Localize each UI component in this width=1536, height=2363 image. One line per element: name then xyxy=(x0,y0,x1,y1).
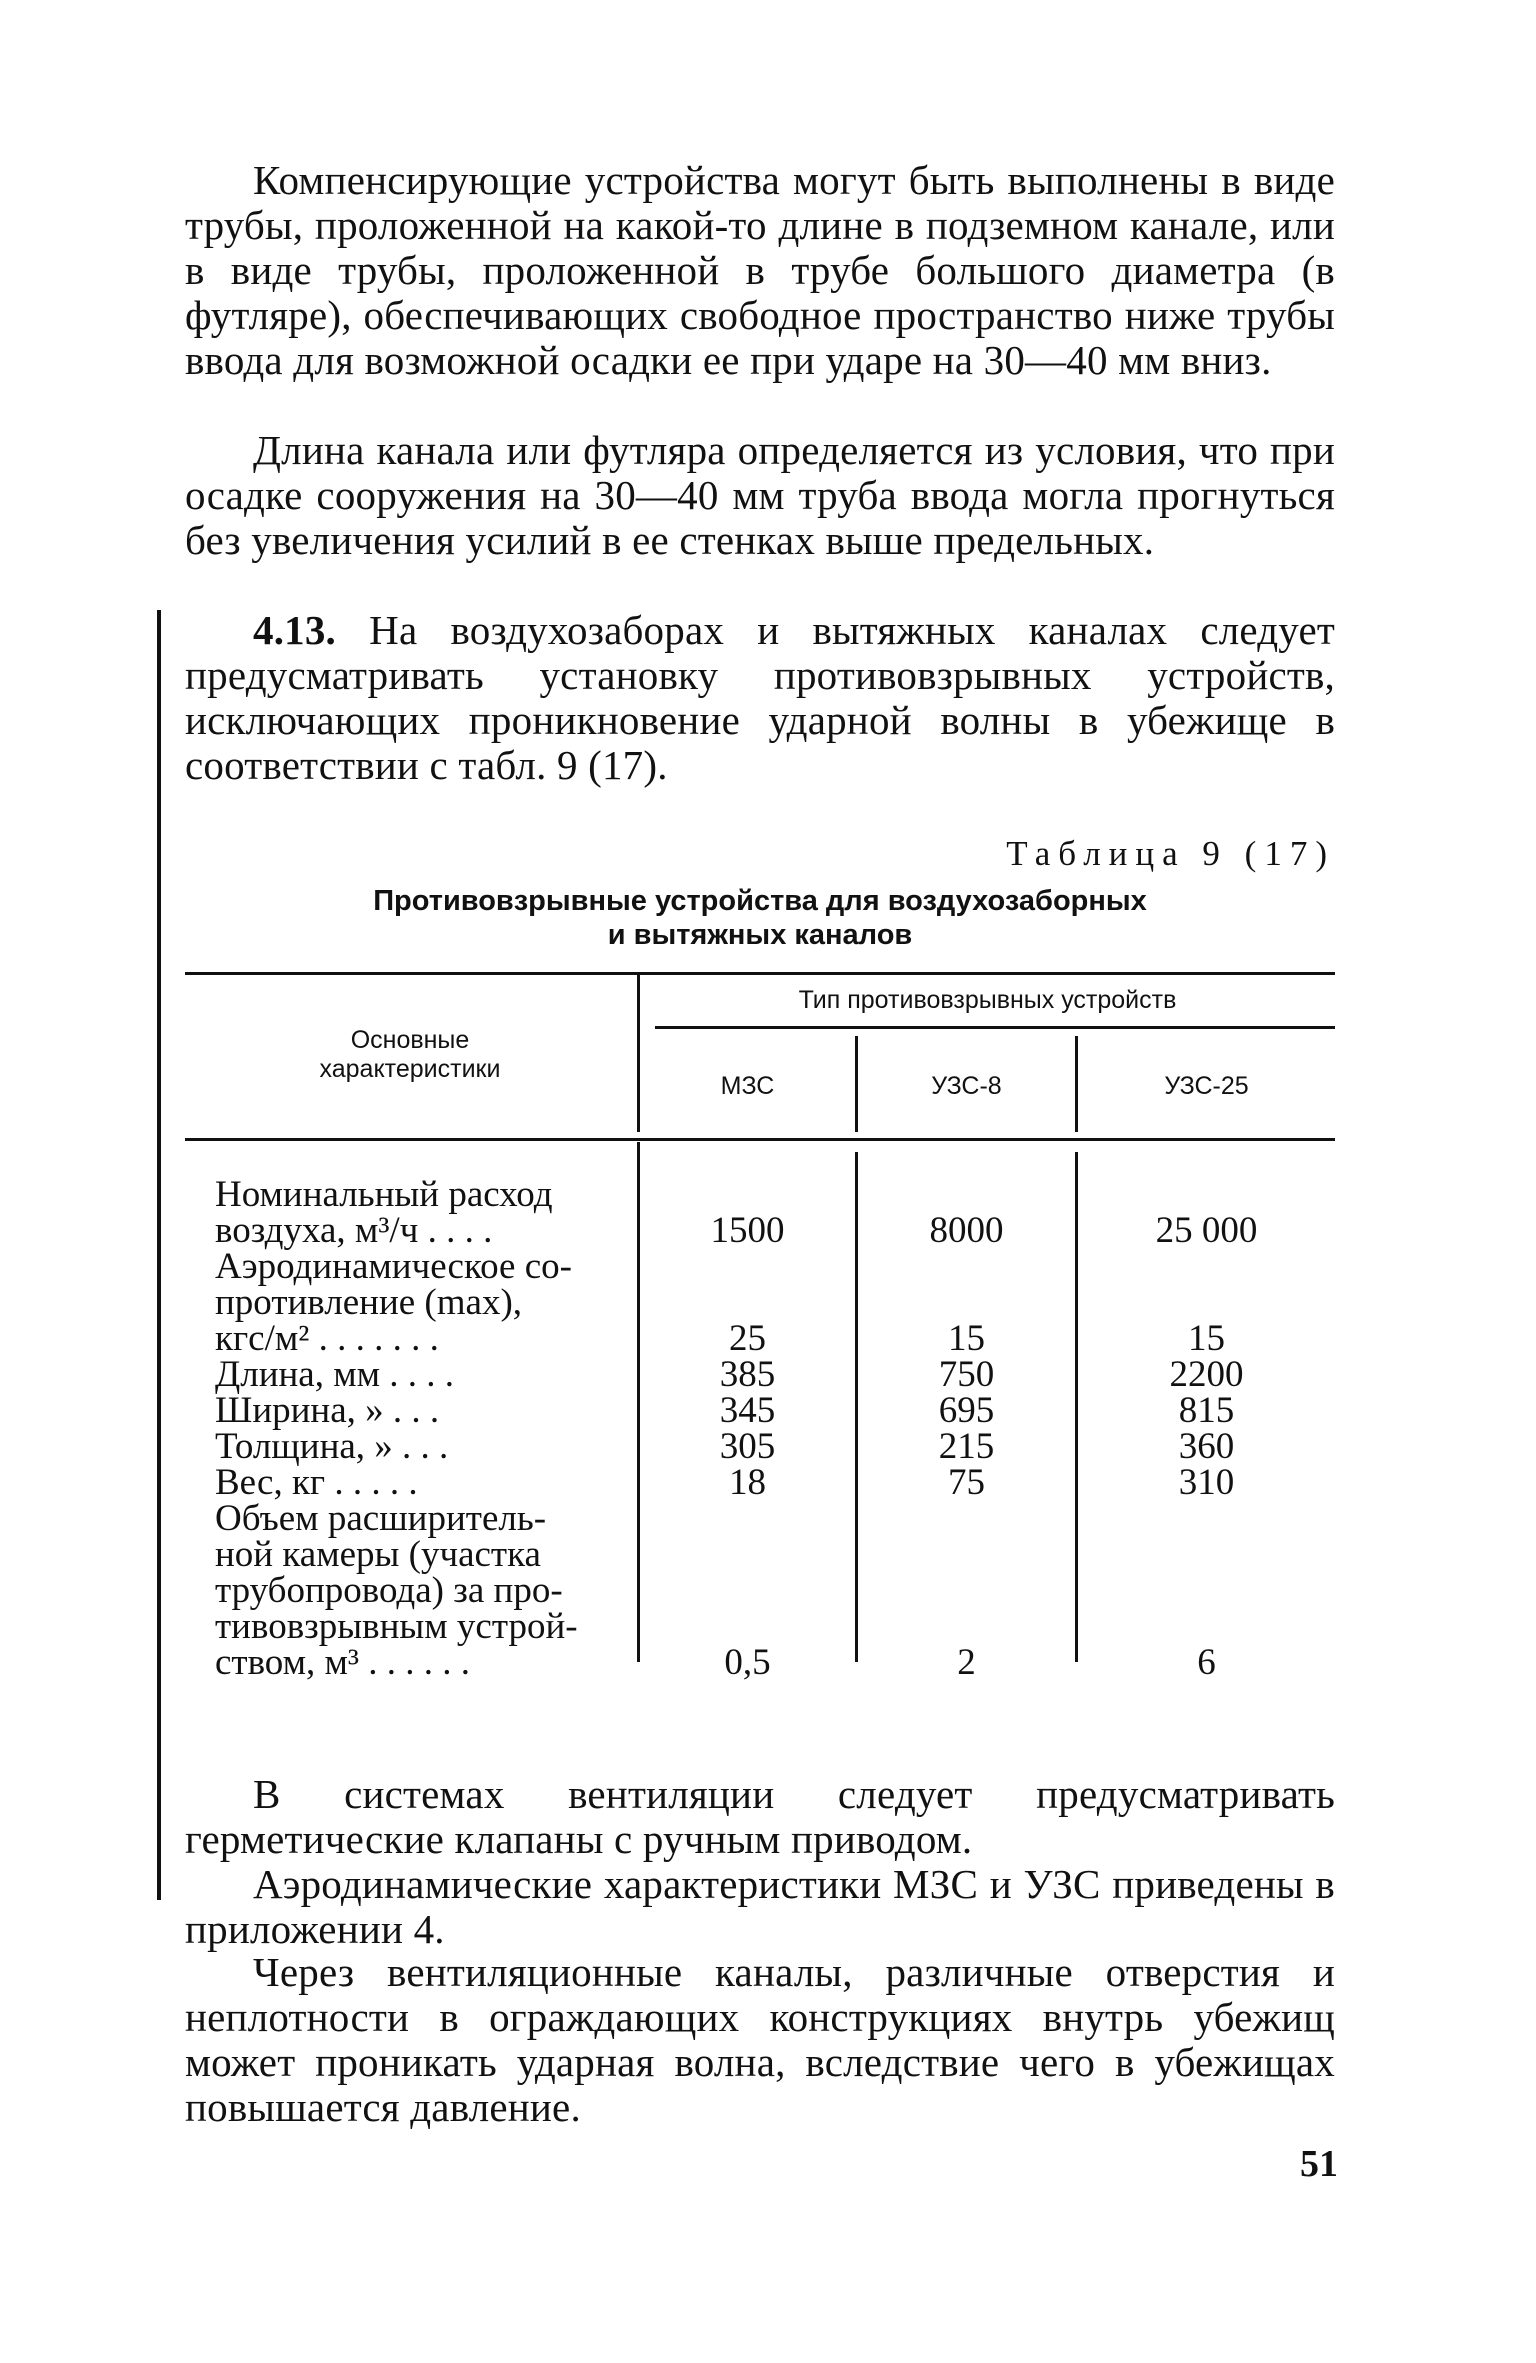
header-uzs-8: УЗС-8 xyxy=(931,1072,1002,1100)
label-line: Номинальный расход xyxy=(215,1174,553,1215)
label-line: воздуха, м³/ч . . . . xyxy=(215,1210,493,1251)
table-cell-flow-uzs-25: 25 000 xyxy=(1155,1210,1258,1251)
table-title-line-1: Противовзрывные устройства для воздухозаборных xyxy=(373,885,1147,917)
table-cell-resistance-uzs-8: 15 xyxy=(948,1318,985,1359)
header-bottom-rule xyxy=(185,1138,1335,1141)
table-top-rule xyxy=(185,972,1335,975)
label-line: тивовзрывным устрой- xyxy=(215,1606,578,1647)
characteristics-table xyxy=(185,972,1335,1687)
page-number: 51 xyxy=(1300,2143,1338,2185)
paragraph-shock-wave: Через вентиляционные каналы, различные отверстия и неплотности в ограждающих конструкциях внутрь убежищ может проникать ударная волна, вследствие чего в убежищах повышается давление. xyxy=(185,1949,1335,2130)
table-cell-chamber-mzs: 0,5 xyxy=(724,1642,771,1683)
header-device-types: Тип противовзрывных устройств xyxy=(798,986,1177,1014)
table-cell-length-uzs-25: 2200 xyxy=(1169,1354,1244,1395)
table-row-label-width: Ширина, » . . . xyxy=(215,1390,440,1431)
table-cell-resistance-uzs-25: 15 xyxy=(1188,1318,1225,1359)
paragraph-4-13 xyxy=(185,608,1335,788)
table-cell-chamber-uzs-25: 6 xyxy=(1197,1642,1216,1683)
margin-change-bar xyxy=(157,610,161,1900)
clause-number: 4.13. xyxy=(253,607,336,653)
table-cell-flow-mzs: 1500 xyxy=(710,1210,785,1251)
table-cell-width-mzs: 345 xyxy=(719,1390,776,1431)
table-row-label-thickness: Толщина, » . . . xyxy=(215,1426,449,1467)
table-cell-flow-uzs-8: 8000 xyxy=(929,1210,1004,1251)
table-cell-weight-uzs-25: 310 xyxy=(1178,1462,1235,1503)
label-line: ной камеры (участка xyxy=(215,1534,541,1575)
paragraph-hermetic-valves: В системах вентиляции следует предусматривать герметические клапаны с ручным приводом. xyxy=(185,1771,1335,1862)
table-cell-length-uzs-8: 750 xyxy=(938,1354,995,1395)
table-cell-thickness-mzs: 305 xyxy=(719,1426,776,1467)
table-title xyxy=(185,884,1335,952)
paragraph-compensating-devices: Компенсирующие устройства могут быть выполнены в виде трубы, проложенной на какой-то длине в подземном канале, или в виде трубы, проложенной в трубе большого диаметра (в футляре), обеспечивающих свободное пространство ниже трубы ввода для возможной осадки ее при ударе на 30—40 мм вниз. xyxy=(185,157,1335,383)
paragraph-channel-length: Длина канала или футляра определяется из условия, что при осадке сооружения на 30—40 мм труба ввода могла прогнуться без увеличения усилий в ее стенках выше предельных. xyxy=(185,427,1335,563)
table-cell-thickness-uzs-8: 215 xyxy=(938,1426,995,1467)
paragraph-aerodynamic-characteristics: Аэродинамические характеристики МЗС и УЗС приведены в приложении 4. xyxy=(185,1861,1335,1952)
header-mzs: МЗС xyxy=(720,1072,775,1100)
table-number: Таблица 9 (17) xyxy=(1006,834,1335,873)
label-line: кгс/м² . . . . . . . xyxy=(215,1318,439,1359)
label-line: трубопровода) за про- xyxy=(215,1570,563,1611)
header-split-rule xyxy=(655,1026,1335,1029)
table-cell-width-uzs-25: 815 xyxy=(1178,1390,1235,1431)
header-characteristics-line-2: характеристики xyxy=(319,1055,501,1083)
header-characteristics xyxy=(185,1026,635,1084)
label-line: ством, м³ . . . . . . xyxy=(215,1642,471,1683)
label-line: Аэродинамическое со- xyxy=(215,1246,572,1287)
header-uzs-25: УЗС-25 xyxy=(1164,1072,1249,1100)
clause-text: На воздухозаборах и вытяжных каналах следует предусматривать установку противовзрывных устройств, исключающих проникновение ударной волны в убежище в соответствии с табл. 9 (17). xyxy=(185,607,1335,788)
table-row-label-length: Длина, мм . . . . xyxy=(215,1354,455,1395)
table-cell-width-uzs-8: 695 xyxy=(938,1390,995,1431)
table-cell-weight-uzs-8: 75 xyxy=(948,1462,985,1503)
header-characteristics-line-1: Основные xyxy=(350,1026,470,1054)
table-row-label-weight: Вес, кг . . . . . xyxy=(215,1462,418,1503)
label-line: Объем расширитель- xyxy=(215,1498,547,1539)
table-cell-length-mzs: 385 xyxy=(719,1354,776,1395)
table-cell-chamber-uzs-8: 2 xyxy=(957,1642,976,1683)
table-cell-thickness-uzs-25: 360 xyxy=(1178,1426,1235,1467)
table-cell-resistance-mzs: 25 xyxy=(729,1318,766,1359)
table-title-line-2: и вытяжных каналов xyxy=(607,919,913,951)
table-cell-weight-mzs: 18 xyxy=(729,1462,766,1503)
label-line: противление (max), xyxy=(215,1282,523,1323)
